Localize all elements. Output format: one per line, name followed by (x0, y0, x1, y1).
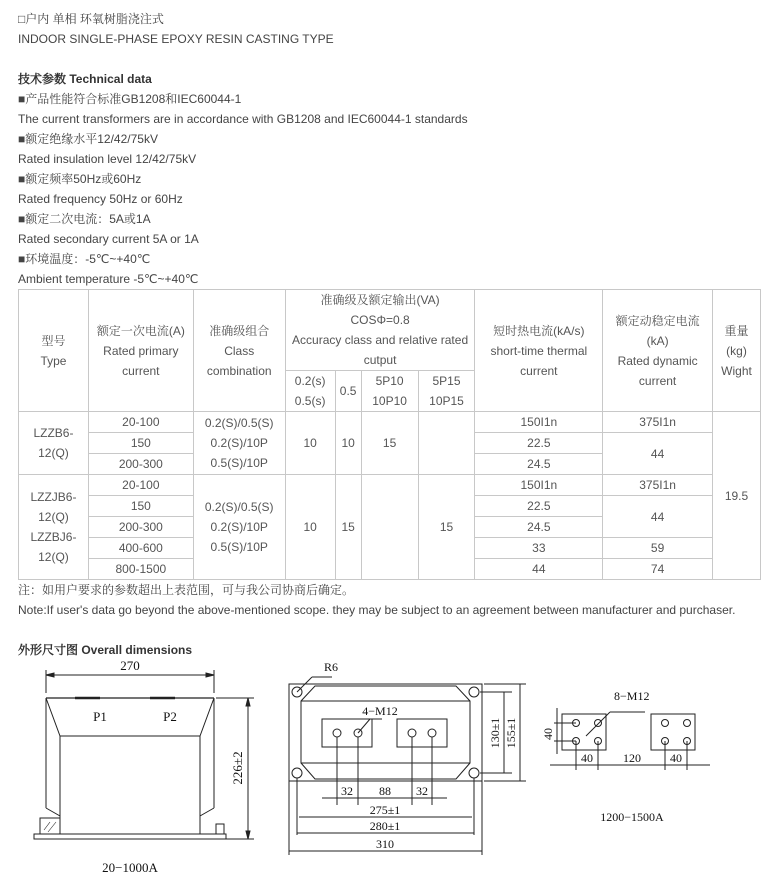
va-cell (361, 475, 418, 580)
dim-280: 280±1 (369, 819, 401, 833)
ground-terminal-icon (216, 824, 224, 834)
side-caption: 20−1000A (102, 860, 158, 875)
header-primary: 额定一次电流(A) Rated primary current (88, 290, 193, 412)
spec-3-cn: ■额定频率50Hz或60Hz (18, 172, 142, 186)
base-outline (289, 684, 482, 781)
thermal-cell: 33 (475, 538, 603, 559)
bolt-icon (408, 729, 416, 737)
subheader-02s: 0.2(s) 0.5(s) (285, 371, 335, 412)
spec-4-cn: ■额定二次电流：5A或1A (18, 212, 151, 226)
arrow-icon (246, 831, 250, 839)
primary-cell: 20-100 (88, 475, 193, 496)
primary-cell: 150 (88, 496, 193, 517)
dynamic-cell: 44 (603, 496, 713, 538)
mounting-hole-icon (292, 768, 302, 778)
primary-cell: 150 (88, 433, 193, 454)
bolt-icon (684, 720, 691, 727)
spec-5-cn: ■环境温度：-5℃~+40℃ (18, 252, 151, 266)
header-accuracy: 准确级及额定输出(VA) COSΦ=0.8 Accuracy class and relative rated cutput (285, 290, 475, 371)
terminal-width-left: 40 (581, 751, 593, 765)
dim-155: 155±1 (504, 717, 518, 749)
terminal-gap-label: 120 (623, 751, 641, 765)
title-en: INDOOR SINGLE-PHASE EPOXY RESIN CASTING TYPE (18, 32, 334, 46)
header-weight: 重量 (kg) Wight (713, 290, 761, 412)
thermal-cell: 150I1n (475, 475, 603, 496)
dim-275: 275±1 (369, 803, 401, 817)
va-cell: 15 (418, 475, 475, 580)
table-row (19, 412, 761, 433)
terminal-height-label: 40 (541, 728, 555, 740)
side-width-label: 270 (120, 658, 140, 673)
mounting-hole-icon (469, 687, 479, 697)
arrow-icon (246, 698, 250, 706)
note-en: Note:If user's data go beyond the above-mentioned scope. they may be subject to an agreement between manufacturer and purchaser. (18, 603, 736, 617)
type-cell: LZZB6- 12(Q) (19, 412, 89, 475)
header-thermal: 短时热电流(kA/s) short-time thermal current (475, 290, 603, 412)
spec-table (18, 289, 761, 580)
primary-cell: 800-1500 (88, 559, 193, 580)
plan-view-drawing (282, 655, 527, 860)
p2-label: P2 (163, 709, 177, 724)
arrow-icon (206, 673, 214, 677)
spec-1-cn: ■产品性能符合标准GB1208和IEC60044-1 (18, 92, 242, 106)
primary-cell: 200-300 (88, 517, 193, 538)
spec-4-en: Rated secondary current 5A or 1A (18, 232, 199, 246)
radius-label: R6 (324, 660, 339, 674)
dim-32-right: 32 (416, 784, 428, 798)
thermal-cell: 22.5 (475, 496, 603, 517)
class-cell: 0.2(S)/0.5(S) 0.2(S)/10P 0.5(S)/10P (193, 412, 285, 475)
spec-1-en: The current transformers are in accordance with GB1208 and IEC60044-1 standards (18, 112, 468, 126)
terminal-caption: 1200−1500A (600, 810, 664, 824)
nameplate-icon (40, 818, 60, 834)
terminal-block-left (322, 719, 372, 747)
subheader-5p10: 5P10 10P10 (361, 371, 418, 412)
bolt-icon (662, 720, 669, 727)
bolt-icon (333, 729, 341, 737)
class-cell: 0.2(S)/0.5(S) 0.2(S)/10P 0.5(S)/10P (193, 475, 285, 580)
side-view-drawing (30, 658, 260, 878)
va-cell: 15 (361, 412, 418, 475)
spec-3-en: Rated frequency 50Hz or 60Hz (18, 192, 183, 206)
lower-right (200, 808, 214, 834)
dynamic-cell: 59 (603, 538, 713, 559)
va-cell: 15 (335, 475, 361, 580)
thermal-cell: 24.5 (475, 454, 603, 475)
dynamic-cell: 375I1n (603, 475, 713, 496)
spec-2-cn: ■额定绝缘水平12/42/75kV (18, 132, 158, 146)
va-cell (418, 412, 475, 475)
terminal-width-right: 40 (670, 751, 682, 765)
note-cn: 注：如用户要求的参数超出上表范围，可与我公司协商后确定。 (18, 583, 355, 597)
base-plate (34, 834, 226, 839)
side-height-label: 226±2 (230, 751, 245, 785)
terminal-block-right (397, 719, 447, 747)
header-dynamic: 额定动稳定电流(kA) Rated dynamic current (603, 290, 713, 412)
terminal-drawing (540, 690, 720, 830)
primary-cell: 400-600 (88, 538, 193, 559)
header-class: 准确级组合 Class combination (193, 290, 285, 412)
dynamic-cell: 44 (603, 433, 713, 475)
va-cell: 10 (285, 475, 335, 580)
type-cell: LZZJB6- 12(Q) LZZBJ6- 12(Q) (19, 475, 89, 580)
title-cn: □户内 单相 环氧树脂浇注式 (18, 12, 164, 26)
dynamic-cell: 74 (603, 559, 713, 580)
primary-cell: 20-100 (88, 412, 193, 433)
dynamic-cell: 375I1n (603, 412, 713, 433)
table-row (19, 475, 761, 496)
primary-cell: 200-300 (88, 454, 193, 475)
p1-label: P1 (93, 709, 107, 724)
technical-heading: 技术参数 Technical data (18, 72, 152, 86)
spec-5-en: Ambient temperature -5℃~+40℃ (18, 272, 199, 286)
subheader-5p15: 5P15 10P15 (418, 371, 475, 412)
head-outline (46, 698, 214, 736)
table-header-row (19, 290, 761, 371)
header-type: 型号 Type (19, 290, 89, 412)
lower-left (46, 808, 60, 834)
dim-310: 310 (376, 837, 394, 851)
thermal-cell: 150I1n (475, 412, 603, 433)
thermal-cell: 22.5 (475, 433, 603, 454)
dim-130: 130±1 (488, 717, 502, 749)
dim-88: 88 (379, 784, 391, 798)
thermal-cell: 24.5 (475, 517, 603, 538)
arrow-icon (46, 673, 54, 677)
va-cell: 10 (285, 412, 335, 475)
spec-2-en: Rated insulation level 12/42/75kV (18, 152, 197, 166)
thermal-cell: 44 (475, 559, 603, 580)
bolt-icon (428, 729, 436, 737)
body-outline (301, 686, 470, 779)
subheader-05: 0.5 (335, 371, 361, 412)
bolt-icon (595, 720, 602, 727)
dim-32-left: 32 (341, 784, 353, 798)
mounting-hole-icon (469, 768, 479, 778)
va-cell: 10 (335, 412, 361, 475)
bolts-label: 4−M12 (362, 704, 398, 718)
weight-cell: 19.5 (713, 412, 761, 580)
terminal-bolts-label: 8−M12 (614, 690, 650, 703)
dimensions-heading: 外形尺寸图 Overall dimensions (18, 643, 193, 657)
